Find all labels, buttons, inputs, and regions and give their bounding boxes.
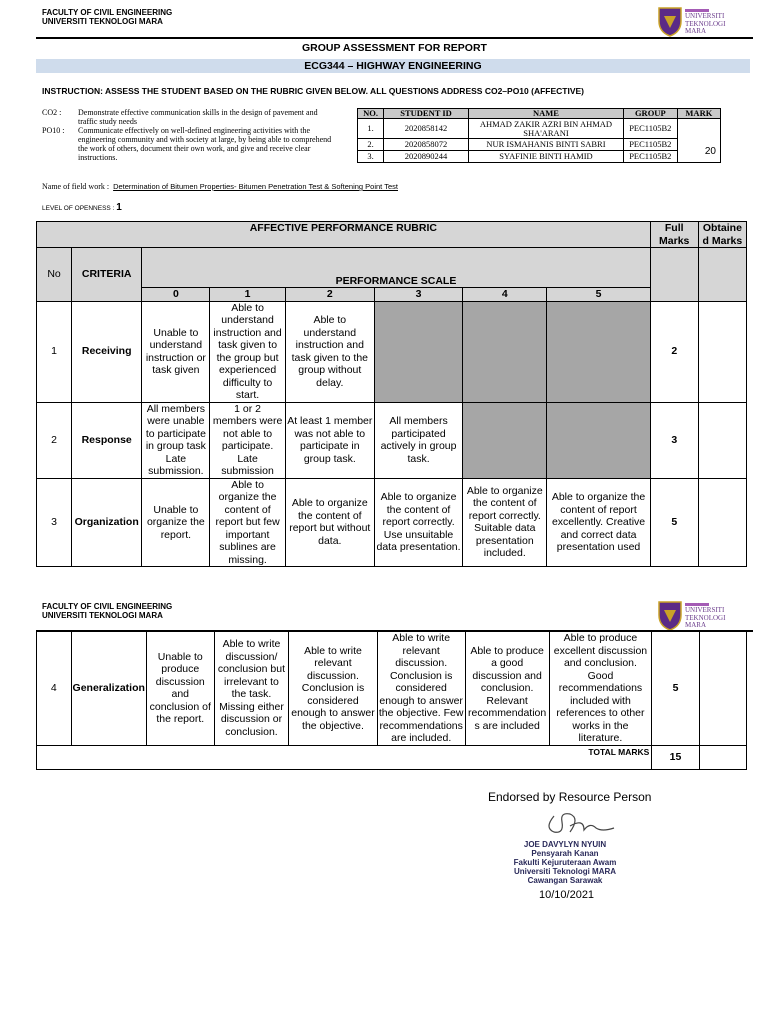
full-mark: 5 — [650, 478, 698, 567]
obtained-marks-header: Obtaine d Marks — [698, 222, 746, 248]
faculty-header — [42, 8, 172, 26]
document-title: GROUP ASSESSMENT FOR REPORT — [302, 42, 487, 54]
instruction: INSTRUCTION: ASSESS THE STUDENT BASED ON THE RUBRIC GIVEN BELOW. ALL QUESTIONS ADDRESS CO2–PO10 (AFFECTIVE) — [42, 86, 585, 96]
scale-5: 5 — [547, 288, 650, 302]
criteria-header: CRITERIA — [72, 248, 142, 302]
official-stamp: JOE DAVYLYN NYUIN Pensyarah Kanan Fakulti Kejuruteraan Awam Universiti Teknologi MARA Cawangan Sarawak — [500, 840, 630, 885]
obtained-mark — [698, 402, 746, 478]
performance-scale-header: PERFORMANCE SCALE — [142, 248, 650, 288]
table-row: 2. 2020858072 NUR ISMAHANIS BINTI SABRI PEC1105B2 — [358, 139, 721, 151]
faculty-name: FACULTY OF CIVIL ENGINEERING — [42, 8, 173, 17]
scale-4: 4 — [463, 288, 547, 302]
university-name: UNIVERSITI TEKNOLOGI MARA — [42, 17, 163, 26]
rubric-row-receiving: 1 Receiving Unable to understand instruction or task given Able to understand instruction and task given to the group but experienced difficulty to start. Able to understand instruction and task given to the group without delay. 2 — [37, 301, 747, 402]
scale-2: 2 — [285, 288, 374, 302]
rubric-table-continued — [36, 631, 747, 770]
no-header: No — [37, 248, 72, 302]
full-mark: 2 — [650, 301, 698, 402]
table-row: 1. 2020858142 AHMAD ZAKIR AZRI BIN AHMAD SHA'ARANI PEC1105B2 20 — [358, 119, 721, 139]
obtained-mark — [698, 478, 746, 567]
endorser-name: JOE DAVYLYN NYUIN — [523, 840, 607, 849]
obtained-mark — [698, 301, 746, 402]
student-table — [357, 108, 721, 163]
total-row — [37, 745, 747, 769]
mark-value: 20 — [677, 119, 720, 163]
rubric-title: AFFECTIVE PERFORMANCE RUBRIC — [37, 222, 651, 248]
rubric-row-response: 2 Response All members were unable to participate in group task Late submission. 1 or 2 members were not able to participate. Late submission At least 1 member was not able to participate in group task. All members participated actively in group task. 3 — [37, 402, 747, 478]
course-title: ECG344 – HIGHWAY ENGINEERING — [36, 59, 750, 73]
total-label: TOTAL MARKS — [37, 745, 652, 769]
scale-1: 1 — [210, 288, 285, 302]
col-no: NO. — [358, 109, 384, 119]
col-name: NAME — [469, 109, 624, 119]
co2-statement: CO2 : Demonstrate effective communication skills in the design of pavement and traffic study needs PO10 : Communicate effectively on well-defined engineering activities with the engineering community and with society at large, by being able to comprehend the work of others, document their own work, and give and receive clear instructions. — [42, 108, 332, 162]
openness-line: LEVEL OF OPENNESS : 1 — [42, 202, 122, 213]
col-student-id: STUDENT ID — [384, 109, 469, 119]
fieldwork-name: Determination of Bitumen Properties- Bitumen Penetration Test & Softening Point Test — [113, 182, 398, 191]
table-row: 3. 2020890244 SYAFINIE BINTI HAMID PEC1105B2 — [358, 151, 721, 163]
rubric-table — [36, 221, 747, 567]
uitm-logo: UNIVERSITI TEKNOLOGI MARA — [656, 598, 728, 632]
uitm-logo: UNIVERSITI TEKNOLOGI MARA — [656, 4, 728, 38]
full-mark: 3 — [650, 402, 698, 478]
total-value: 15 — [652, 745, 699, 769]
endorse-date: 10/10/2021 — [539, 889, 595, 901]
rubric-row-organization: 3 Organization Unable to organize the report. Able to organize the content of report but few important sublines are missing. Able to organize the content of report but without data. Able to organize the content of report correctly. Use unsuitable data presentation. Able to organize the content of report correctly. Suitable data presentation included. Able to organize the content of report excellently. Creative and correct data presentation used 5 — [37, 478, 747, 567]
faculty-header-page2: FACULTY OF CIVIL ENGINEERING UNIVERSITI TEKNOLOGI MARA — [42, 602, 173, 620]
full-mark: 5 — [652, 632, 699, 746]
fieldwork-line: Name of field work : Determination of Bitumen Properties- Bitumen Penetration Test & Softening Point Test — [42, 182, 398, 191]
col-group: GROUP — [623, 109, 677, 119]
scale-0: 0 — [142, 288, 210, 302]
full-marks-header: Full Marks — [650, 222, 698, 248]
rubric-row-generalization: 4 Generalization Unable to produce discussion and conclusion of the report. Able to write discussion/ conclusion but irrelevant to the task. Missing either discussion or conclusion. Able to write relevant discussion. Conclusion is considered enough to answer the objective. Able to write relevant discussion. Conclusion is considered enough to answer the objective. Few recommendations are included. Able to produce a good discussion and conclusion. Relevant recommendation s are included Able to produce excellent discussion and conclusion. Good recommendations included with references to other works in the literature. 5 — [37, 632, 747, 746]
scale-3: 3 — [374, 288, 462, 302]
endorsed-label: Endorsed by Resource Person — [488, 790, 652, 804]
openness-value: 1 — [116, 202, 122, 213]
obtained-mark — [699, 632, 746, 746]
col-mark: MARK — [677, 109, 720, 119]
header-rule — [36, 37, 753, 39]
